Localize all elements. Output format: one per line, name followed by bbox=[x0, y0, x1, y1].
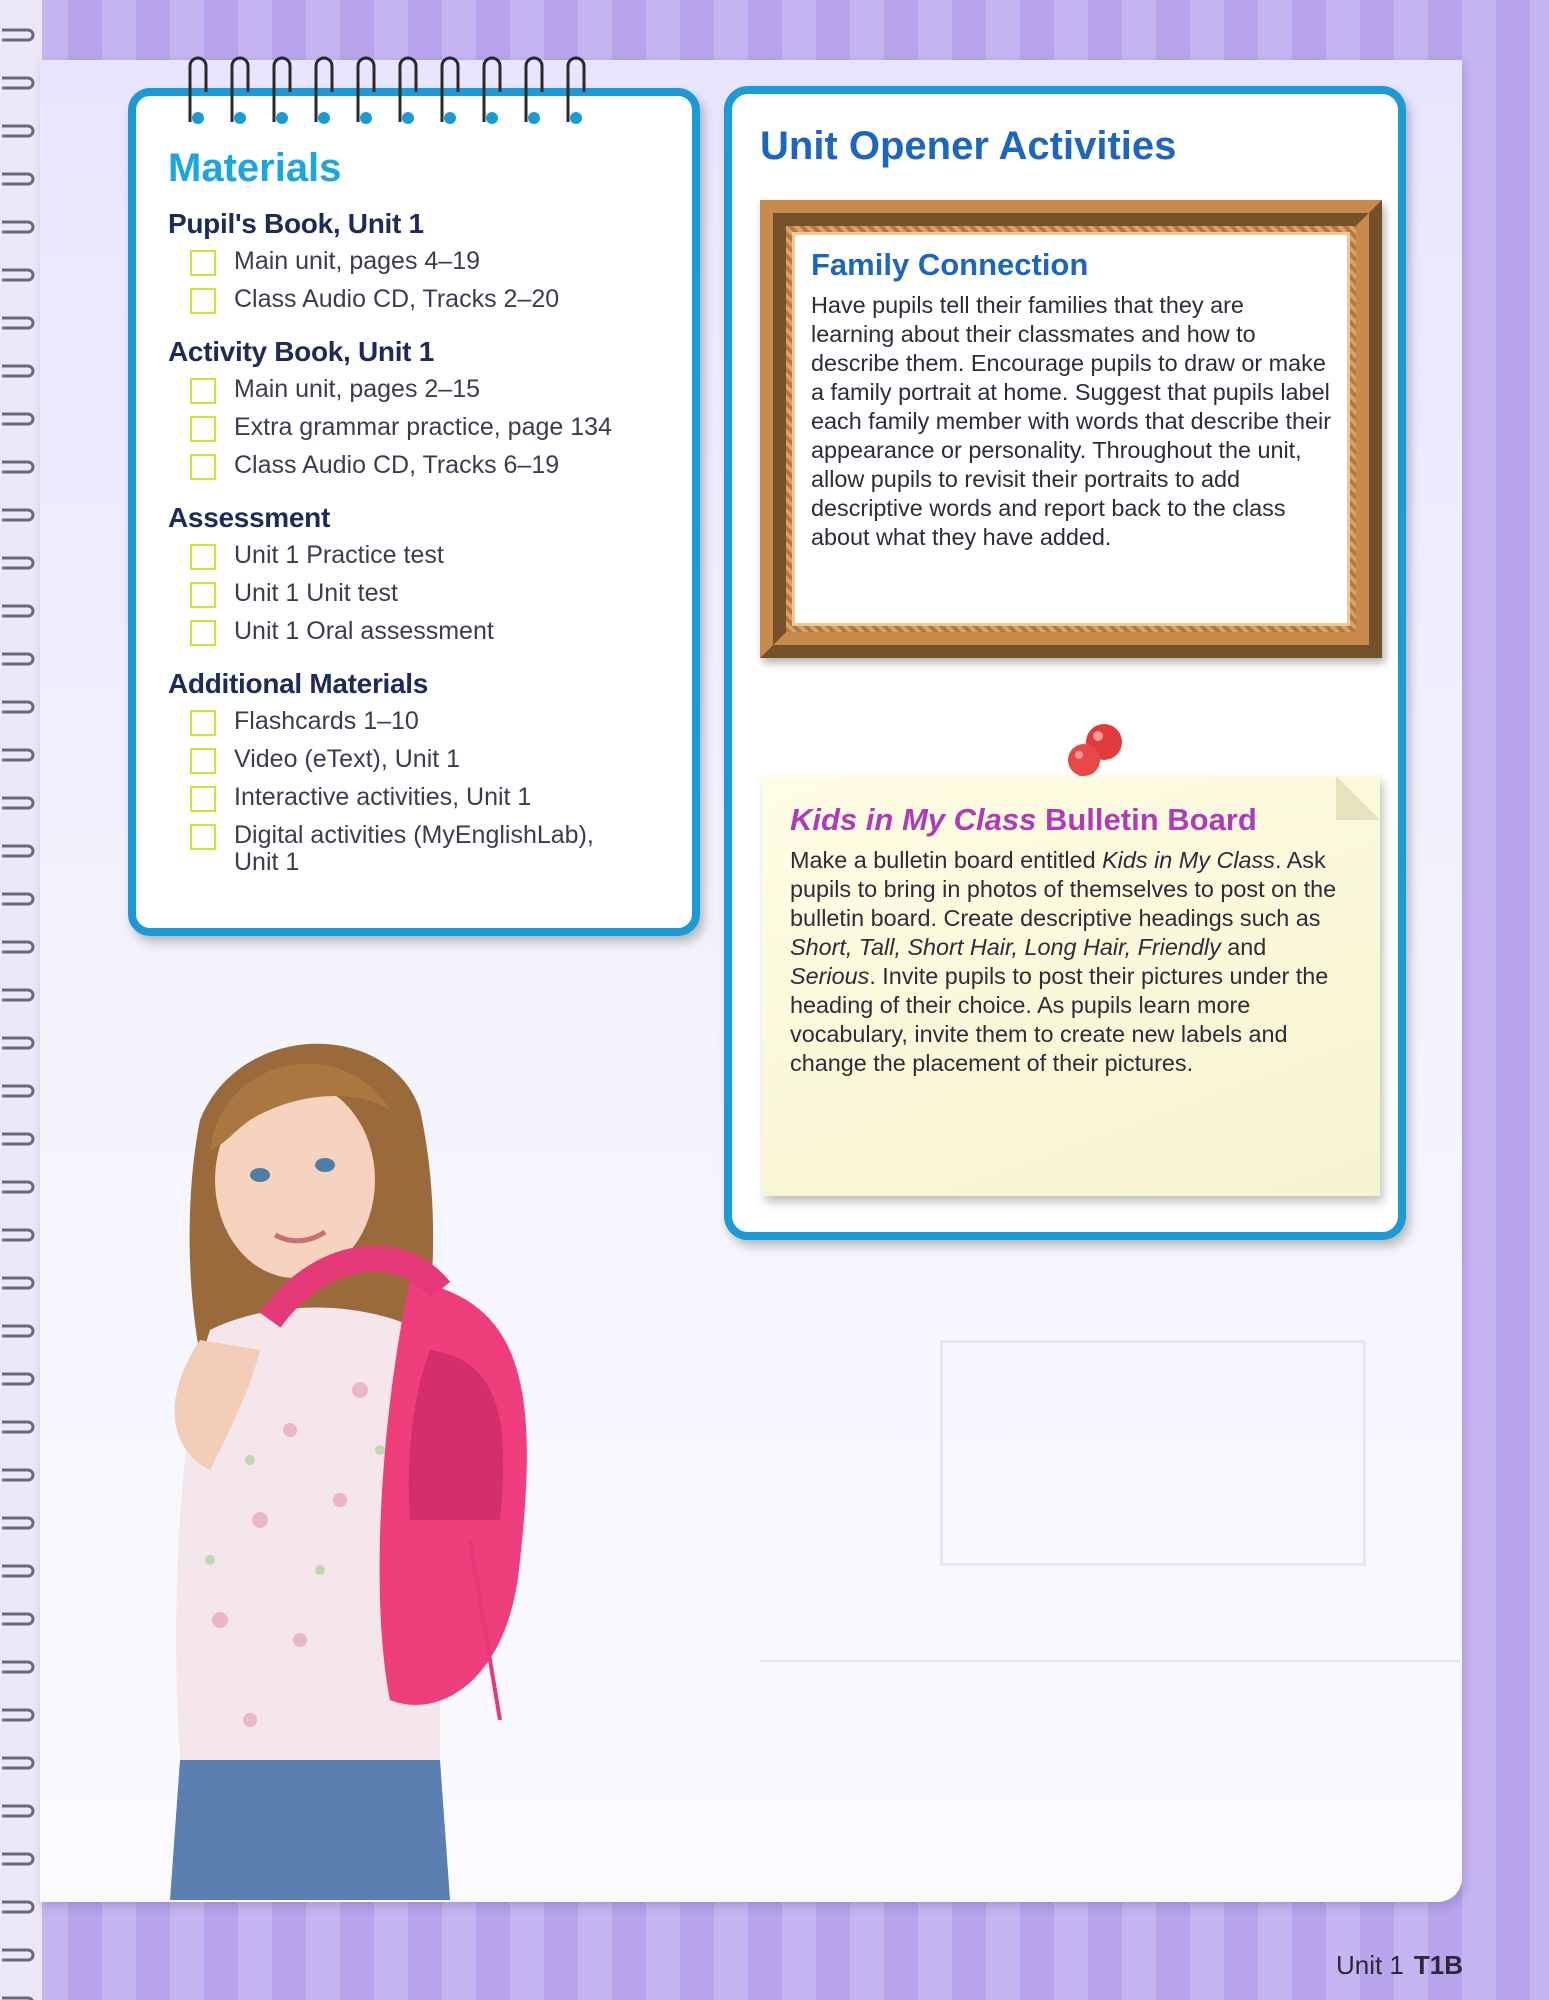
checklist-label: Class Audio CD, Tracks 2–20 bbox=[234, 285, 560, 313]
checkbox-icon[interactable] bbox=[190, 710, 216, 736]
checklist-label: Unit 1 Unit test bbox=[234, 579, 398, 607]
bulletin-text: . Invite pupils to post their pictures under the heading of their choice. As pupils learn more vocabulary, invite them to create new labels and change the placement of their pictures. bbox=[790, 963, 1329, 1076]
checklist-item[interactable] bbox=[190, 542, 668, 570]
checklist-label: Unit 1 Oral assessment bbox=[234, 617, 494, 645]
notebook-spiral-icon bbox=[180, 52, 620, 126]
materials-title: Materials bbox=[168, 146, 342, 190]
materials-notebook bbox=[128, 88, 700, 936]
checklist-item[interactable] bbox=[190, 248, 668, 276]
unit-opener-title: Unit Opener Activities bbox=[760, 124, 1177, 168]
checkbox-icon[interactable] bbox=[190, 544, 216, 570]
bulletin-title-rest: Bulletin Board bbox=[1036, 802, 1257, 837]
checkbox-icon[interactable] bbox=[190, 582, 216, 608]
family-connection-body: Have pupils tell their families that they are learning about their classmates and how to describe them. Encourage pupils to draw or make a family portrait at home. Suggest that pupils label each family member with words that describe their appearance or personality. Throughout the unit, allow pupils to revisit their portraits to add descriptive words and report back to the class about what they have added. bbox=[811, 292, 1331, 550]
unit-opener-panel bbox=[724, 86, 1406, 1240]
background-ghost-decoration bbox=[940, 1340, 1366, 1566]
materials-section-additional bbox=[168, 668, 668, 876]
checkbox-icon[interactable] bbox=[190, 250, 216, 276]
page-footer bbox=[1336, 1950, 1463, 1981]
girl-with-backpack-photo bbox=[140, 1000, 680, 1900]
checklist-item[interactable] bbox=[190, 376, 668, 404]
bulletin-board-note bbox=[762, 776, 1380, 1196]
checklist-item[interactable] bbox=[190, 708, 668, 736]
checklist-item[interactable] bbox=[190, 784, 668, 812]
background-ghost-decoration bbox=[760, 1660, 1460, 1662]
family-connection-frame bbox=[760, 200, 1382, 658]
checkbox-icon[interactable] bbox=[190, 620, 216, 646]
checklist-item[interactable] bbox=[190, 286, 668, 314]
bulletin-board-title bbox=[790, 802, 1352, 838]
checklist-item[interactable] bbox=[190, 414, 668, 442]
bulletin-italic: Short, Tall, Short Hair, Long Hair, Friendly bbox=[790, 934, 1221, 960]
bulletin-italic: Kids in My Class bbox=[1102, 847, 1275, 873]
checklist-item[interactable] bbox=[190, 822, 668, 876]
section-heading: Activity Book, Unit 1 bbox=[168, 336, 434, 367]
materials-section-pupils-book bbox=[168, 208, 668, 314]
materials-section-assessment bbox=[168, 502, 668, 646]
checklist-item[interactable] bbox=[190, 618, 668, 646]
checklist-label: Extra grammar practice, page 134 bbox=[234, 413, 612, 441]
footer-page-number: T1B bbox=[1413, 1950, 1463, 1980]
bulletin-italic: Serious bbox=[790, 963, 870, 989]
checklist-label: Interactive activities, Unit 1 bbox=[234, 783, 532, 811]
materials-section-activity-book bbox=[168, 336, 668, 480]
bulletin-text: and bbox=[1220, 934, 1267, 960]
checklist-label: Digital activities (MyEnglishLab), Unit 1 bbox=[234, 821, 594, 876]
footer-unit: Unit 1 bbox=[1335, 1950, 1404, 1980]
materials-list bbox=[168, 208, 668, 898]
checklist-label: Flashcards 1–10 bbox=[234, 707, 419, 735]
checklist-label: Main unit, pages 4–19 bbox=[234, 247, 481, 275]
checklist-item[interactable] bbox=[190, 452, 668, 480]
spiral-binding-icon bbox=[0, 0, 42, 2000]
checkbox-icon[interactable] bbox=[190, 454, 216, 480]
bulletin-text: . Ask pupils to bring in photos of themselves to post on the bulletin board. Create descriptive headings such as bbox=[790, 847, 1337, 931]
family-connection-card bbox=[792, 232, 1350, 626]
family-connection-title: Family Connection bbox=[811, 247, 1089, 282]
checkbox-icon[interactable] bbox=[190, 786, 216, 812]
section-heading: Pupil's Book, Unit 1 bbox=[168, 208, 424, 239]
checklist-item[interactable] bbox=[190, 580, 668, 608]
bulletin-title-italic: Kids in My Class bbox=[790, 802, 1037, 837]
bulletin-text: Make a bulletin board entitled bbox=[790, 847, 1103, 873]
checkbox-icon[interactable] bbox=[190, 824, 216, 850]
checklist-label: Class Audio CD, Tracks 6–19 bbox=[234, 451, 560, 479]
checkbox-icon[interactable] bbox=[190, 748, 216, 774]
checkbox-icon[interactable] bbox=[190, 378, 216, 404]
checklist-item[interactable] bbox=[190, 746, 668, 774]
bulletin-board-body bbox=[790, 846, 1352, 1078]
checklist-label: Main unit, pages 2–15 bbox=[234, 375, 481, 403]
checklist-label: Video (eText), Unit 1 bbox=[234, 745, 461, 773]
checklist-label: Unit 1 Practice test bbox=[234, 541, 444, 569]
page-curl-icon bbox=[1336, 776, 1380, 820]
section-heading: Additional Materials bbox=[168, 668, 429, 699]
checkbox-icon[interactable] bbox=[190, 288, 216, 314]
checkbox-icon[interactable] bbox=[190, 416, 216, 442]
section-heading: Assessment bbox=[168, 502, 330, 533]
